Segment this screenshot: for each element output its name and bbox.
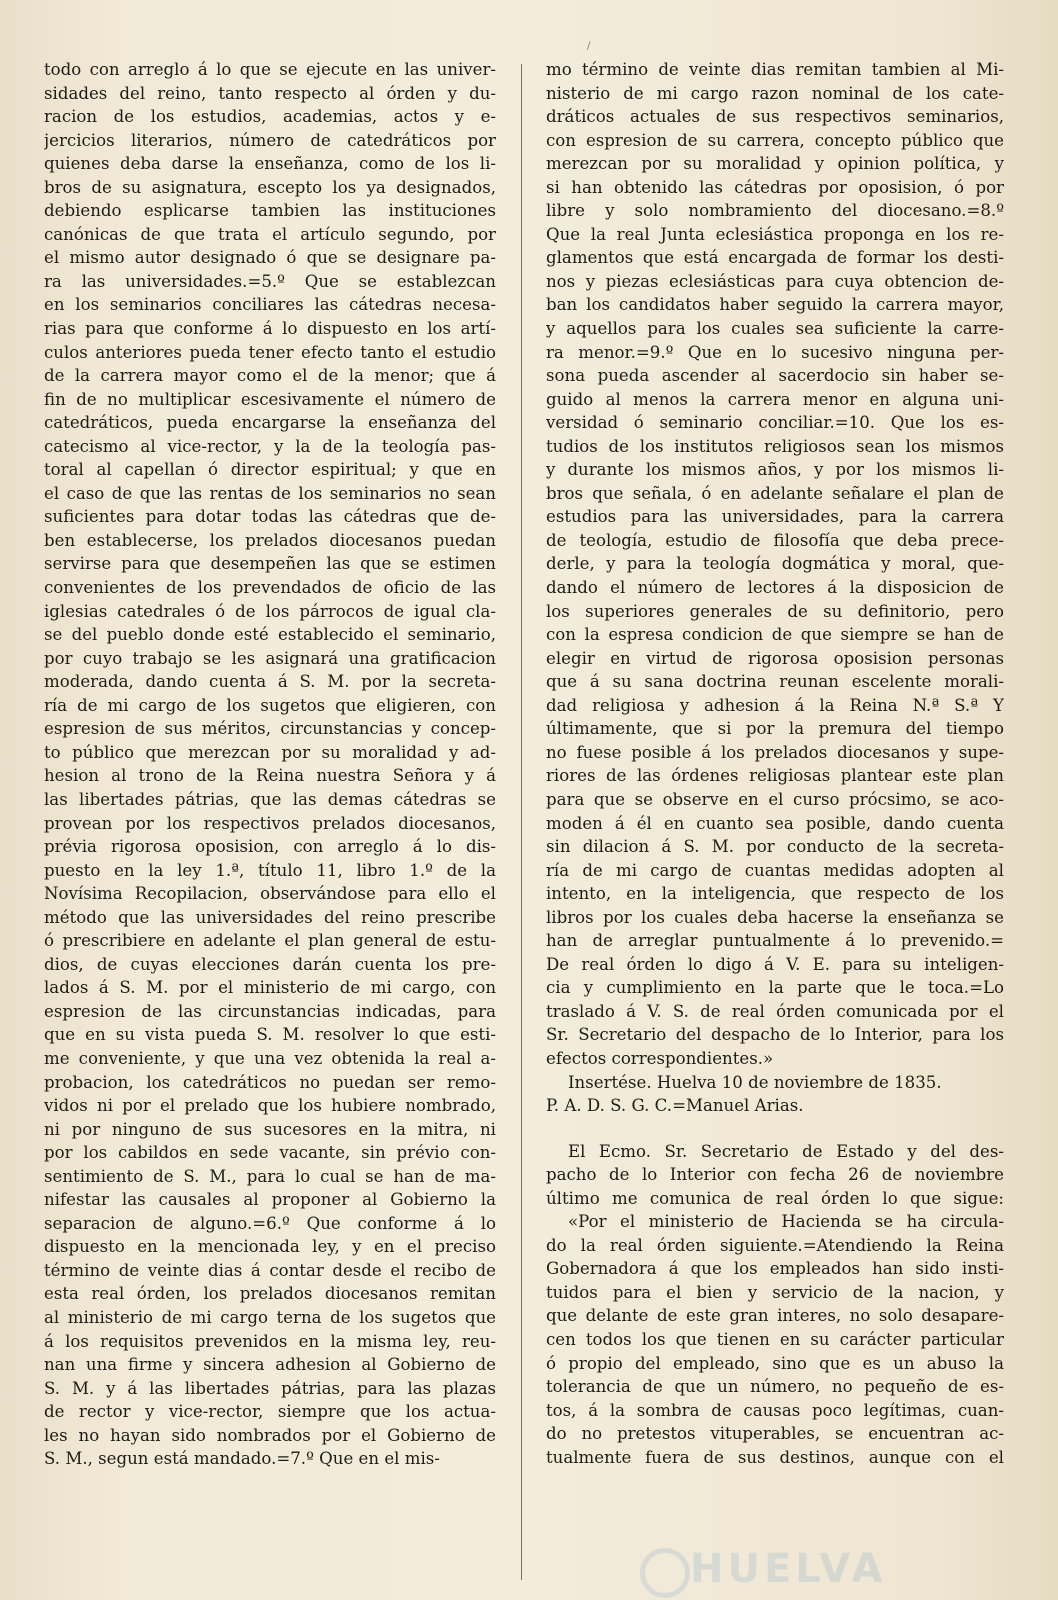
- text-line: Sr. Secretario del despacho de lo Interior, para los: [546, 1025, 1004, 1045]
- text-line: separacion de alguno.=6.º Que conforme á lo: [44, 1213, 496, 1233]
- text-line: dispuesto en la mencionada ley, y en el preciso: [44, 1237, 496, 1257]
- text-line: ría de mi cargo de cuantas medidas adopten al: [546, 860, 1004, 880]
- text-line: con espresion de su carrera, concepto público que: [546, 130, 1004, 150]
- text-line: jercicios literarios, número de catedráticos por: [44, 130, 496, 150]
- archive-logo-icon: [640, 1548, 690, 1598]
- text-line: me conveniente, y que una vez obtenida la real a-: [44, 1048, 496, 1068]
- text-line: que á su sana doctrina reunan escelente morali-: [546, 672, 1004, 692]
- text-line: bros que señala, ó en adelante señalare el plan de: [546, 483, 1004, 503]
- text-line: pacho de lo Interior con fecha 26 de noviembre: [546, 1165, 1004, 1185]
- text-line: Insertése. Huelva 10 de noviembre de 1835.: [568, 1072, 942, 1092]
- text-line: probacion, los catedráticos no puedan ser remo-: [44, 1072, 496, 1092]
- text-line: libre y solo nombramiento del diocesano.=8.º: [546, 201, 1004, 221]
- text-line: racion de los estudios, academias, actos y e-: [44, 107, 496, 127]
- text-line: culos anteriores pueda tener efecto tanto el estudio: [44, 342, 496, 362]
- text-line: nan una firme y sincera adhesion al Gobierno de: [44, 1355, 496, 1375]
- text-line: glamentos que está encargada de formar los desti-: [546, 248, 1004, 268]
- text-line: elegir en virtud de rigorosa oposision personas: [546, 648, 1004, 668]
- text-line: «Por el ministerio de Hacienda se ha circula-: [568, 1212, 1004, 1232]
- text-line: nifestar las causales al proponer al Gobierno la: [44, 1190, 496, 1210]
- text-line: De real órden lo digo á V. E. para su inteligen-: [546, 954, 1004, 974]
- text-line: moden á él en cuanto sea posible, dando cuenta: [546, 813, 1004, 833]
- text-line: riores de las órdenes religiosas plantear este plan: [546, 766, 1004, 786]
- text-line: dad religiosa y adhesion á la Reina N.ª S.ª Y: [546, 695, 1004, 715]
- text-line: esta real órden, los prelados diocesanos remitan: [44, 1284, 496, 1304]
- text-line: por los cabildos en sede vacante, sin prévio con-: [44, 1143, 496, 1163]
- text-line: Que la real Junta eclesiástica proponga en los re-: [546, 224, 1004, 244]
- text-line: dráticos actuales de sus respectivos seminarios,: [546, 107, 1004, 127]
- text-line: debiendo esplicarse tambien las instituciones: [44, 201, 496, 221]
- text-line: y durante los mismos años, y por los mismos li-: [546, 460, 1004, 480]
- text-line: tuidos para el bien y servicio de la nacion, y: [546, 1282, 1004, 1302]
- text-line: traslado á V. S. de real órden comunicada por el: [546, 1001, 1004, 1021]
- text-line: los superiores generales de su definitorio, pero: [546, 601, 1004, 621]
- text-line: para que se observe en el curso prócsimo, se aco-: [546, 789, 1004, 809]
- left-column: [44, 58, 496, 1471]
- text-line: El Ecmo. Sr. Secretario de Estado y del des-: [568, 1141, 1004, 1161]
- text-line: ó propio del empleado, sino que es un abuso la: [546, 1353, 1004, 1373]
- text-line: merezcan por su moralidad y opinion política, y: [546, 154, 1004, 174]
- text-line: espresion de sus méritos, circunstancias y concep-: [44, 719, 496, 739]
- text-line: en los seminarios conciliares las cátedras necesa-: [44, 295, 496, 315]
- text-line: libros por los cuales deba hacerse la enseñanza se: [546, 907, 1004, 927]
- text-line: último me comunica de real órden lo que sigue:: [546, 1188, 1004, 1208]
- text-line: tos, á la sombra de causas poco legítimas, cuan-: [546, 1400, 1004, 1420]
- text-line: ría de mi cargo de los sugetos que eligieren, con: [44, 695, 496, 715]
- text-line: sidades del reino, tanto respecto al órden y du-: [44, 83, 496, 103]
- text-line: do no pretestos vituperables, se encuentran ac-: [546, 1424, 1004, 1444]
- text-line: vidos ni por el prelado que los hubiere nombrado,: [44, 1096, 496, 1116]
- text-line: bros de su asignatura, escepto los ya designados,: [44, 177, 496, 197]
- text-line: que en su vista pueda S. M. resolver lo que esti-: [44, 1025, 496, 1045]
- text-line: nos y piezas eclesiásticas para cuya obtencion de-: [546, 271, 1004, 291]
- text-line: por cuyo trabajo se les asignará una gratificacion: [44, 648, 496, 668]
- text-line: ben establecerse, los prelados diocesanos puedan: [44, 530, 496, 550]
- text-line: iglesias catedrales ó de los párrocos de igual cla-: [44, 601, 496, 621]
- text-line: el mismo autor designado ó que se designare pa-: [44, 248, 496, 268]
- text-line: tudios de los institutos religiosos sean los mismos: [546, 436, 1004, 456]
- text-line: les no hayan sido nombrados por el Gobierno de: [44, 1425, 496, 1445]
- text-line: si han obtenido las cátedras por oposision, ó por: [546, 177, 1004, 197]
- text-line: el caso de que las rentas de los seminarios no sean: [44, 483, 496, 503]
- text-line: dios, de cuyas elecciones darán cuenta los pre-: [44, 954, 496, 974]
- text-line: á los requisitos prevenidos en la misma ley, reu-: [44, 1331, 496, 1351]
- text-line: Novísima Recopilacion, observándose para ello el: [44, 884, 496, 904]
- text-line: P. A. D. S. G. C.=Manuel Arias.: [546, 1096, 804, 1116]
- text-line: quienes deba darse la enseñanza, como de los li-: [44, 154, 496, 174]
- text-line: de rector y vice-rector, siempre que los actua-: [44, 1402, 496, 1422]
- text-line: estudios para las universidades, para la carrera: [546, 507, 1004, 527]
- text-line: con la espresa condicion de que siempre se han de: [546, 625, 1004, 645]
- text-line: versidad ó seminario conciliar.=10. Que los es-: [546, 413, 1004, 433]
- text-line: espresion de las circunstancias indicadas, para: [44, 1001, 496, 1021]
- text-line: últimamente, que si por la premura del tiempo: [546, 719, 1004, 739]
- text-line: ban los candidatos haber seguido la carrera mayor,: [546, 295, 1004, 315]
- text-line: han de arreglar puntualmente á lo prevenido.=: [546, 931, 1004, 951]
- text-line: convenientes de los prevendados de oficio de las: [44, 578, 496, 598]
- text-line: catedráticos, pueda encargarse la enseñanza del: [44, 413, 496, 433]
- text-line: derle, y para la teología dogmática y moral, que-: [546, 554, 1004, 574]
- text-line: ra menor.=9.º Que en lo sucesivo ninguna per-: [546, 342, 1004, 362]
- text-line: ni por ninguno de sus sucesores en la mitra, ni: [44, 1119, 496, 1139]
- text-line: to público que merezcan por su moralidad y ad-: [44, 742, 496, 762]
- text-line: hesion al trono de la Reina nuestra Señora y á: [44, 766, 496, 786]
- text-line: sentimiento de S. M., para lo cual se han de ma-: [44, 1166, 496, 1186]
- text-line: cia y cumplimiento en la parte que le toca.=Lo: [546, 978, 1004, 998]
- text-line: sin dilacion á S. M. por conducto de la secreta-: [546, 837, 1004, 857]
- text-line: método que las universidades del reino prescribe: [44, 907, 496, 927]
- text-line: servirse para que desempeñen las que se estimen: [44, 554, 496, 574]
- ink-mark: [587, 41, 596, 52]
- text-line: S. M., segun está mandado.=7.º Que en el mis-: [44, 1449, 440, 1469]
- text-line: S. M. y á las libertades pátrias, para las plazas: [44, 1378, 496, 1398]
- text-line: se del pueblo donde esté establecido el seminario,: [44, 625, 496, 645]
- text-line: lados á S. M. por el ministerio de mi cargo, con: [44, 978, 496, 998]
- text-line: todo con arreglo á lo que se ejecute en las univer-: [44, 60, 496, 79]
- text-line: moderada, dando cuenta á S. M. por la secreta-: [44, 672, 496, 692]
- text-line: catecismo al vice-rector, y la de la teología pas-: [44, 436, 496, 456]
- archive-watermark: HUELVA: [690, 1546, 887, 1592]
- text-line: dando el número de lectores á la disposicion de: [546, 578, 1004, 598]
- text-line: suficientes para dotar todas las cátedras que de-: [44, 507, 496, 527]
- text-line: no fuese posible á los prelados diocesanos y supe-: [546, 742, 1004, 762]
- text-line: fin de no multiplicar escesivamente el número de: [44, 389, 496, 409]
- text-line: cen todos los que tienen en su carácter particular: [546, 1329, 1004, 1349]
- text-line: rias para que conforme á lo dispuesto en los artí-: [44, 319, 496, 339]
- text-line: las libertades pátrias, que las demas cátedras se: [44, 789, 496, 809]
- text-line: al ministerio de mi cargo terna de los sugetos que: [44, 1307, 496, 1327]
- text-line: mo término de veinte dias remitan tambien al Mi-: [546, 60, 1004, 79]
- text-line: prévia rigorosa oposision, con arreglo á lo dis-: [44, 837, 496, 857]
- text-line: do la real órden siguiente.=Atendiendo la Reina: [546, 1235, 1004, 1255]
- text-line: efectos correspondientes.»: [546, 1048, 774, 1068]
- right-column: [546, 58, 1004, 1469]
- text-line: término de veinte dias á contar desde el recibo de: [44, 1260, 496, 1280]
- text-line: canónicas de que trata el artículo segundo, por: [44, 224, 496, 244]
- text-line: y aquellos para los cuales sea suficiente la carre-: [546, 319, 1004, 339]
- text-line: puesto en la ley 1.ª, título 11, libro 1.º de la: [44, 860, 496, 880]
- text-line: provean por los respectivos prelados diocesanos,: [44, 813, 496, 833]
- text-line: de teología, estudio de filosofía que deba prece-: [546, 530, 1004, 550]
- text-line: toral al capellan ó director espiritual; y que en: [44, 460, 496, 480]
- text-line: tualmente fuera de sus destinos, aunque con el: [546, 1447, 1004, 1467]
- text-line: ra las universidades.=5.º Que se establezcan: [44, 271, 496, 291]
- text-line: guido al menos la carrera menor en alguna uni-: [546, 389, 1004, 409]
- text-line: de la carrera mayor como el de la menor; que á: [44, 366, 496, 386]
- text-line: intento, en la inteligencia, que respecto de los: [546, 884, 1004, 904]
- text-line: ó prescribiere en adelante el plan general de estu-: [44, 931, 496, 951]
- text-line: que delante de este gran interes, no solo desapare-: [546, 1306, 1004, 1326]
- text-line: nisterio de mi cargo razon nominal de los cate-: [546, 83, 1004, 103]
- text-line: Gobernadora á que los empleados han sido insti-: [546, 1259, 1004, 1279]
- text-line: tolerancia de que un número, no pequeño de es-: [546, 1377, 1004, 1397]
- text-line: sona pueda ascender al sacerdocio sin haber se-: [546, 366, 1004, 386]
- column-divider: [521, 64, 522, 1580]
